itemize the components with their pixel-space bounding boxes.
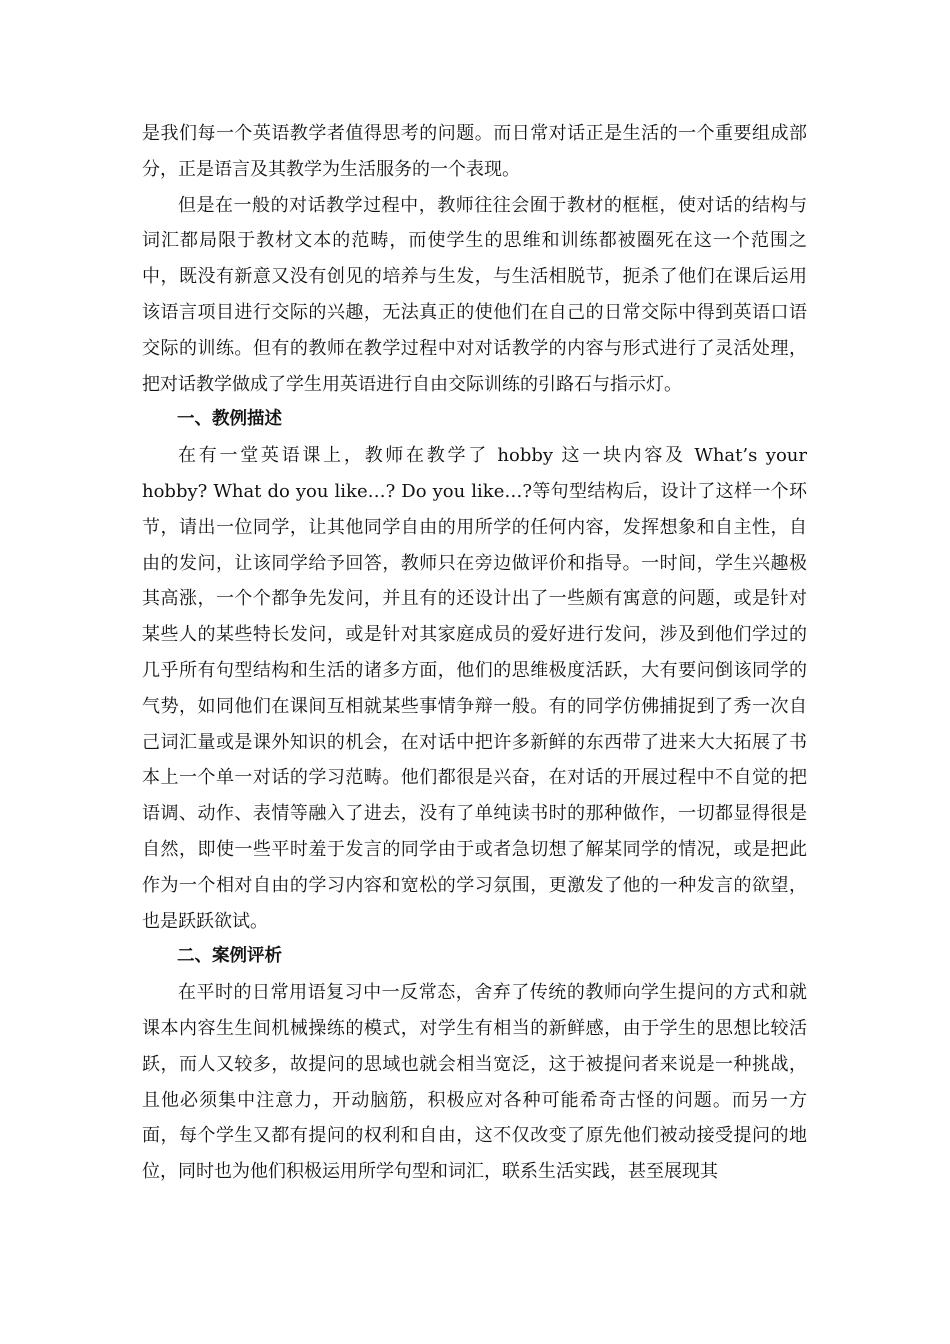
section-heading-case-description: 一、教例描述 <box>177 409 282 430</box>
paragraph-continuation: 是我们每一个英语教学者值得思考的问题。而日常对话正是生活的一个重要组成部分，正是语言及其教学为生活服务的一个表现。 <box>142 123 807 180</box>
paragraph-case-analysis: 在平时的日常用语复习中一反常态，舍弃了传统的教师向学生提问的方式和就课本内容生生间机械操练的模式，对学生有相当的新鲜感，由于学生的思想比较活跃，而人又较多，故提问的思域也就会相当宽泛，这于被提问者来说是一种挑战，且他必须集中注意力，开动脑筋，积极应对各种可能希奇古怪的问题。而另一方面，每个学生又都有提问的权利和自由，这不仅改变了原先他们被动接受提问的地位，同时也为他们积极运用所学句型和词汇，联系生活实践，甚至展现其 <box>142 982 807 1183</box>
document-body <box>142 116 807 1190</box>
paragraph-case-description: 在有一堂英语课上，教师在教学了 hobby 这一块内容及 What’s your hobby? What do you like…? Do you like…?等句型结构后，设计了这样一个环节，请出一位同学，让其他同学自由的用所学的任何内容，发挥想象和自主性，自由的发问，让该同学给予回答，教师只在旁边做评价和指导。一时间，学生兴趣极其高涨，一个个都争先发问，并且有的还设计出了一些颇有寓意的问题，或是针对某些人的某些特长发问，或是针对其家庭成员的爱好进行发问，涉及到他们学过的几乎所有句型结构和生活的诸多方面，他们的思维极度活跃，大有要问倒该同学的气势，如同他们在课间互相就某些事情争辩一般。有的同学仿佛捕捉到了秀一次自己词汇量或是课外知识的机会，在对话中把许多新鲜的东西带了进来大大拓展了书本上一个单一对话的学习范畴。他们都很是兴奋，在对话的开展过程中不自觉的把语调、动作、表情等融入了进去，没有了单纯读书时的那种做作，一切都显得很是自然，即使一些平时羞于发言的同学由于或者急切想了解某同学的情况，或是把此作为一个相对自由的学习内容和宽松的学习氛围，更激发了他的一种发言的欲望，也是跃跃欲试。 <box>142 445 807 932</box>
section-heading-case-analysis: 二、案例评析 <box>177 946 282 967</box>
paragraph-dialogue-teaching: 但是在一般的对话教学过程中，教师往往会囿于教材的框框，使对话的结构与词汇都局限于教材文本的范畴，而使学生的思维和训练都被圈死在这一个范围之中，既没有新意又没有创见的培养与生发，与生活相脱节，扼杀了他们在课后运用该语言项目进行交际的兴趣，无法真正的使他们在自己的日常交际中得到英语口语交际的训练。但有的教师在教学过程中对对话教学的内容与形式进行了灵活处理，把对话教学做成了学生用英语进行自由交际训练的引路石与指示灯。 <box>142 194 807 395</box>
